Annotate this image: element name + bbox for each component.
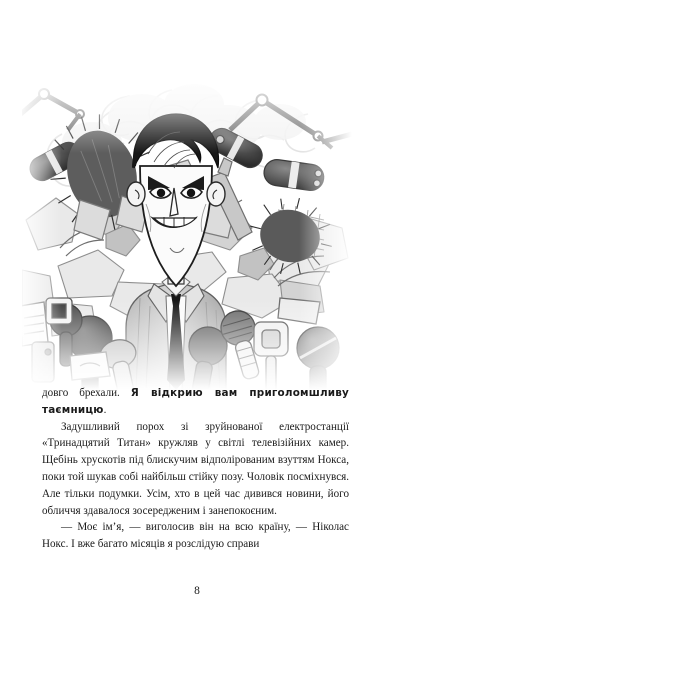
paragraph: — Моє ім’я, — виголосив він на всю країну, — Ніколас Нокс. І вже багато місяців я розслідую справи [42, 521, 349, 551]
left-page-text [42, 385, 349, 553]
right-page [360, 0, 700, 700]
paragraph [42, 385, 349, 419]
chapter-illustration [22, 70, 352, 390]
page-number-left: 8 [194, 585, 200, 597]
bold-text-run: Я відкрию вам приголомшливу таємницю [42, 387, 350, 416]
text-run: . [103, 403, 107, 416]
paragraph: Задушливий порох зі зруйнованої електростанції «Тринадцятий Титан» кружляв у світлі телевізійних камер. Щебінь хрускотів під блискучим відполірованим взуттям Нокса, поки той шукав собі найбільш стійку позу. Чоловік посміхнувся. Але тільки подумки. Усім, хто в цей час дивився новини, його обличчя здавалося зосередженим і занепокоєним. [42, 420, 349, 517]
illustration-svg [22, 70, 352, 390]
text-run: довго брехали. [42, 387, 131, 399]
